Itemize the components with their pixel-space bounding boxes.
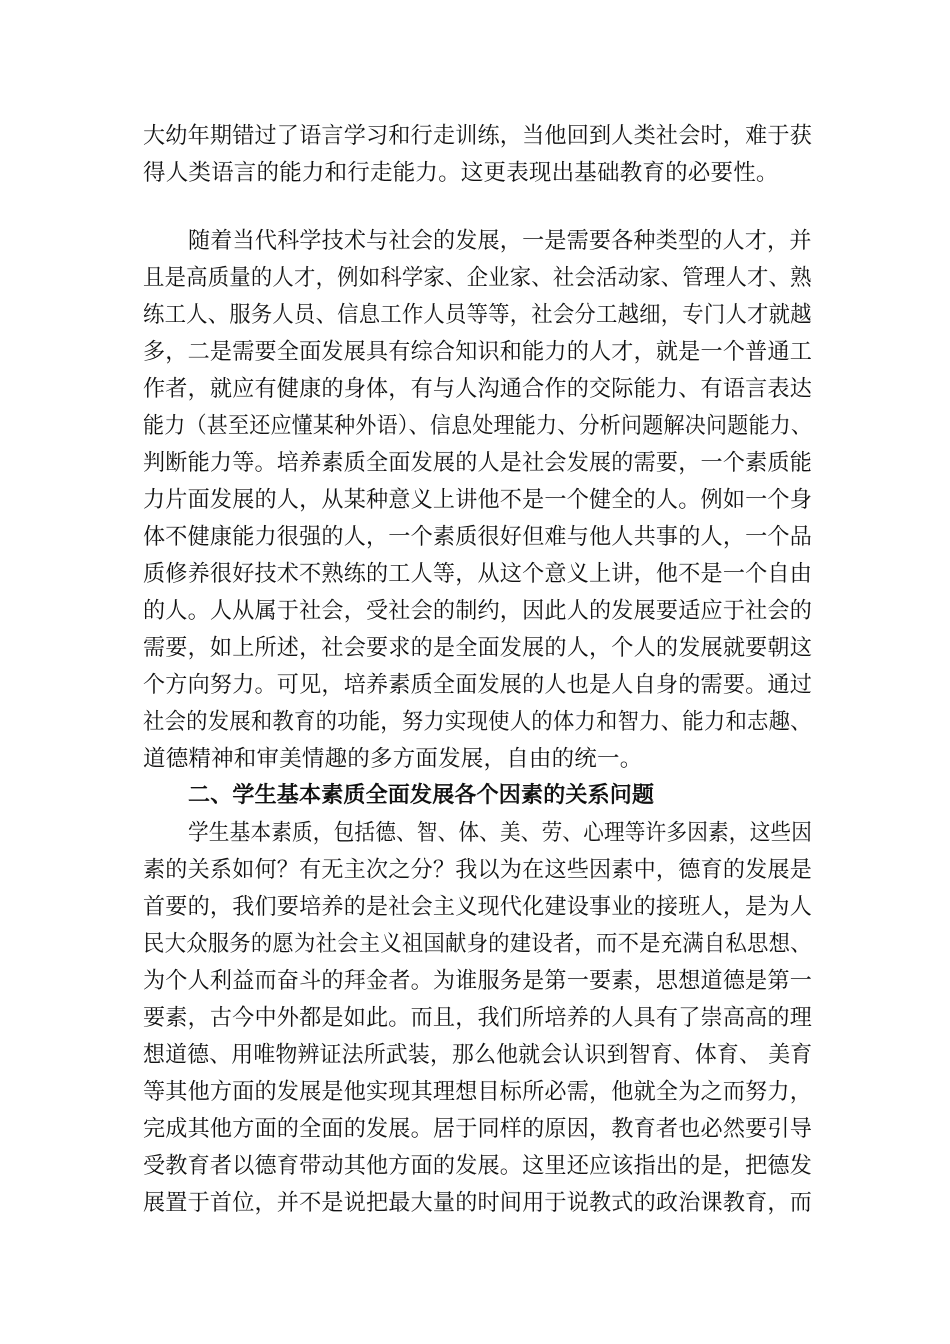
section-heading: 二、学生基本素质全面发展各个因素的关系问题 [188, 783, 655, 808]
text-line: 且是高质量的人才，例如科学家、企业家、社会活动家、管理人才、熟 [143, 265, 812, 291]
text-line: 体不健康能力很强的人，一个素质很好但难与他人共事的人，一个品 [143, 524, 813, 550]
text-line: 练工人、服务人员、信息工作人员等等，社会分工越细，专门人才就越 [143, 302, 812, 328]
text-line: 民大众服务的愿为社会主义祖国献身的建设者，而不是充满自私思想、 [143, 931, 812, 957]
text-line: 为个人利益而奋斗的拜金者。为谁服务是第一要素，思想道德是第一 [143, 968, 813, 994]
text-line: 完成其他方面的全面的发展。居于同样的原因，教育者也必然要引导 [143, 1116, 813, 1142]
text-line: 社会的发展和教育的功能，努力实现使人的体力和智力、能力和志趣、 [143, 709, 812, 735]
text-line: 需要，如上所述，社会要求的是全面发展的人，个人的发展就要朝这 [143, 635, 813, 661]
text-line: 大幼年期错过了语言学习和行走训练，当他回到人类社会时，难于获 [143, 123, 813, 149]
paragraph-first-line: 学生基本素质，包括德、智、体、美、劳、心理等许多因素，这些因 [188, 820, 813, 846]
text-line: 展置于首位，并不是说把最大量的时间用于说教式的政治课教育，而 [143, 1190, 813, 1216]
text-line: 能力（甚至还应懂某种外语）、信息处理能力、分析问题解决问题能力、 [143, 413, 813, 439]
text-line: 想道德、用唯物辨证法所武装，那么他就会认识到智育、体育、 美育 [143, 1042, 813, 1068]
text-line: 得人类语言的能力和行走能力。这更表现出基础教育的必要性。 [143, 160, 779, 186]
text-line: 首要的，我们要培养的是社会主义现代化建设事业的接班人，是为人 [143, 894, 813, 920]
text-line: 素的关系如何？有无主次之分？我以为在这些因素中，德育的发展是 [143, 857, 813, 883]
text-line: 要素，古今中外都是如此。而且，我们所培养的人具有了崇高高的理 [143, 1005, 813, 1031]
text-line: 判断能力等。培养素质全面发展的人是社会发展的需要，一个素质能 [143, 450, 813, 476]
text-line: 作者，就应有健康的身体，有与人沟通合作的交际能力、有语言表达 [143, 376, 813, 402]
text-line: 个方向努力。可见，培养素质全面发展的人也是人自身的需要。通过 [143, 672, 813, 698]
text-line: 质修养很好技术不熟练的工人等，从这个意义上讲，他不是一个自由 [143, 561, 813, 587]
text-line: 受教育者以德育带动其他方面的发展。这里还应该指出的是，把德发 [143, 1153, 813, 1179]
text-line: 等其他方面的发展是他实现其理想目标所必需，他就全为之而努力， [143, 1079, 813, 1105]
text-line: 的人。人从属于社会，受社会的制约，因此人的发展要适应于社会的 [143, 598, 813, 624]
text-line: 多，二是需要全面发展具有综合知识和能力的人才，就是一个普通工 [143, 339, 813, 365]
text-line: 力片面发展的人，从某种意义上讲他不是一个健全的人。例如一个身 [143, 487, 813, 513]
paragraph-first-line: 随着当代科学技术与社会的发展，一是需要各种类型的人才，并 [188, 228, 812, 254]
text-line: 道德精神和审美情趣的多方面发展，自由的统一。 [143, 746, 643, 772]
